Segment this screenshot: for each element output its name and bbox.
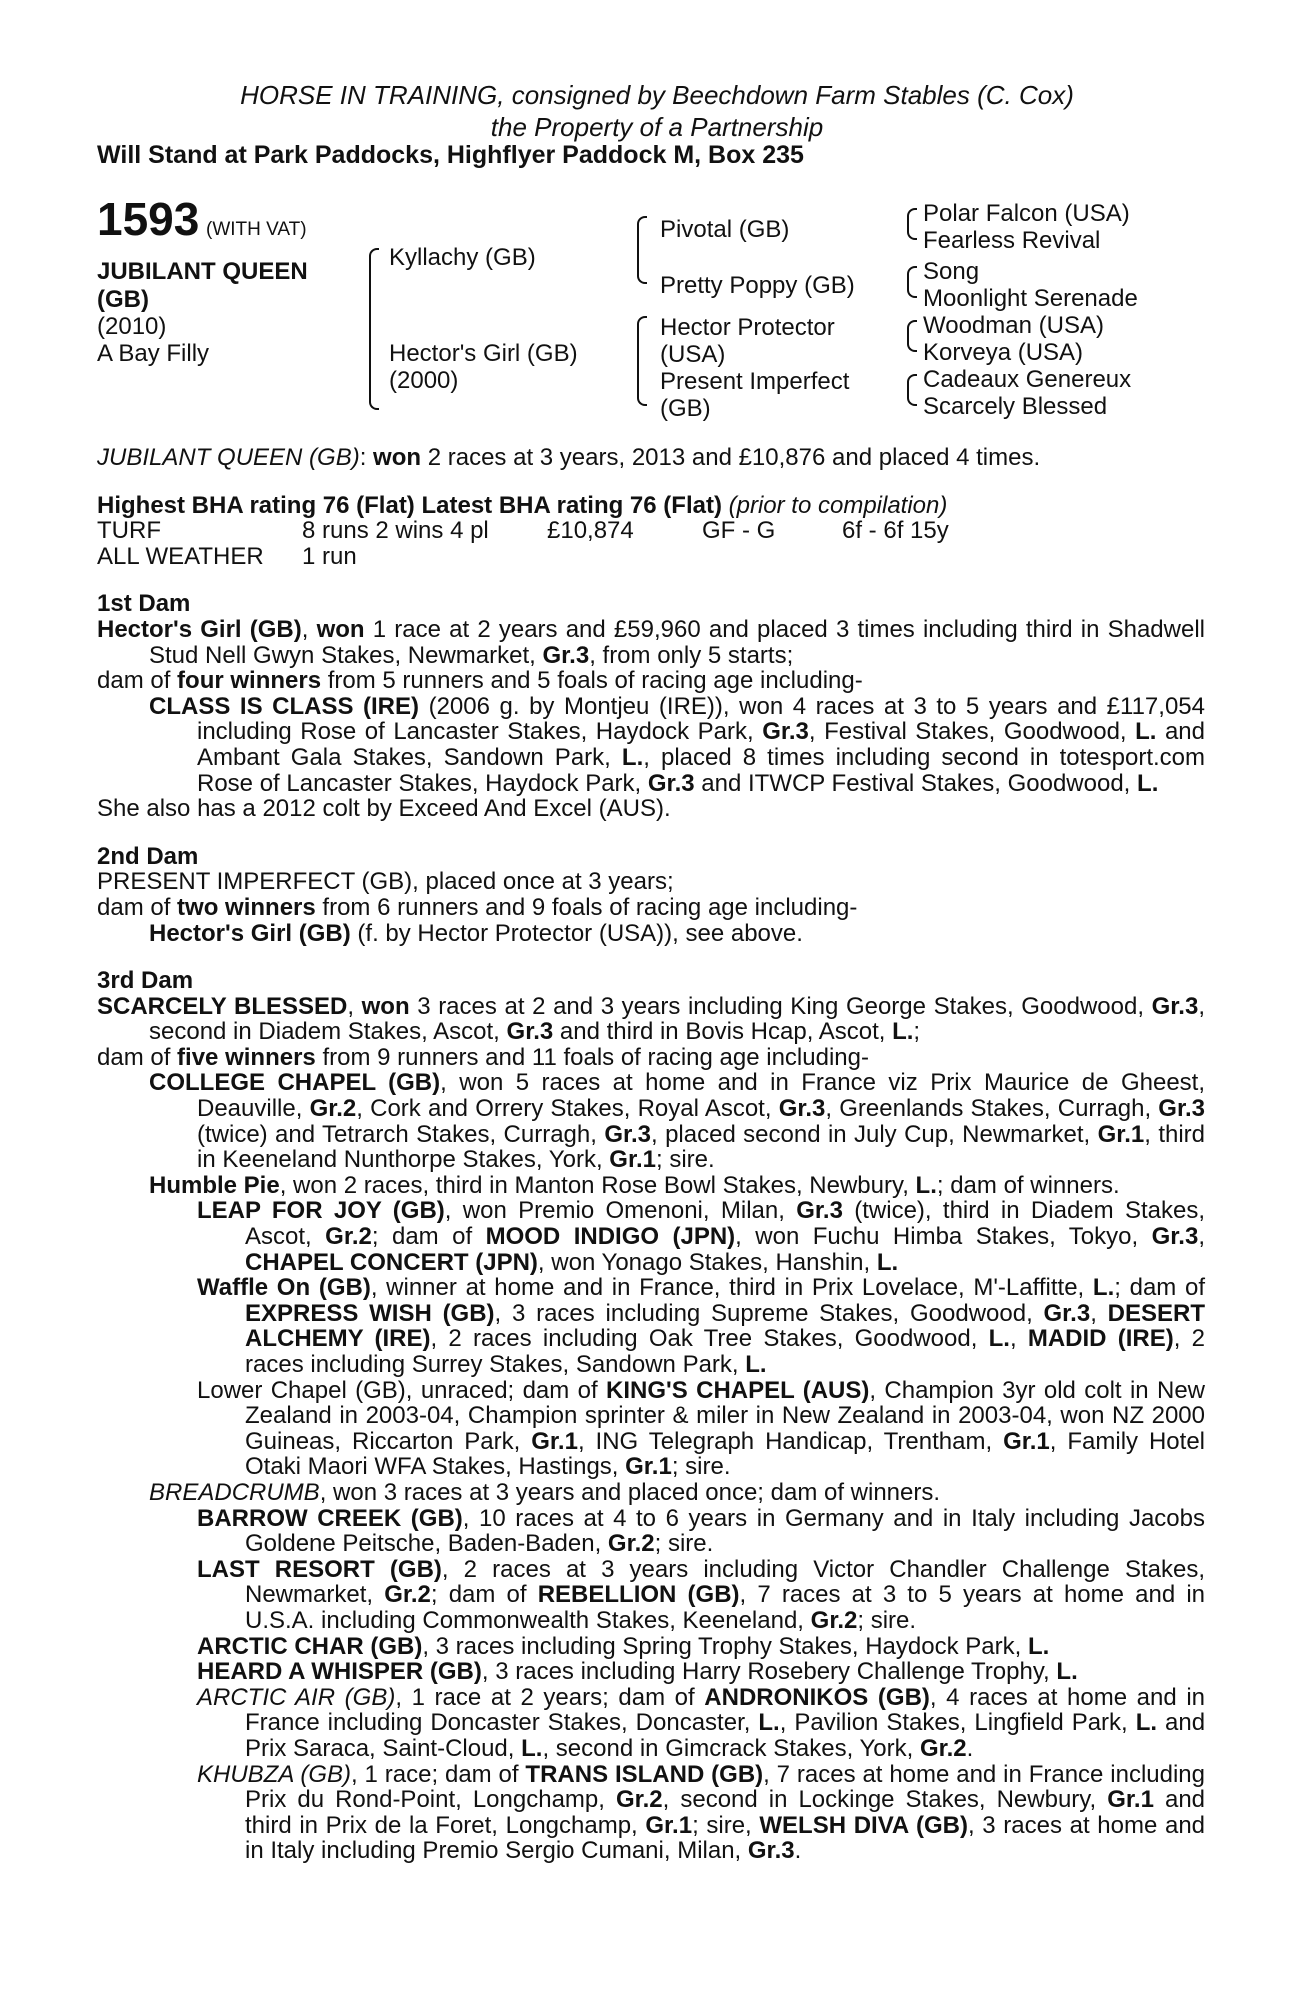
- grade: Gr.1: [625, 1453, 672, 1481]
- offspring-text: ,: [1009, 1325, 1017, 1353]
- grade: Gr.1: [1003, 1427, 1050, 1455]
- offspring-text: , 3 races including Supreme Stakes, Goodwood,: [494, 1299, 1033, 1327]
- ratings-bold: Highest BHA rating 76 (Flat) Latest BHA rating 76 (Flat): [97, 491, 722, 519]
- offspring-text: , won Fuchu Himba Stakes, Tokyo,: [735, 1223, 1139, 1251]
- horse-name: JUBILANT QUEEN: [97, 258, 308, 285]
- turf-runs: 8 runs 2 wins 4 pl: [302, 517, 489, 545]
- offspring-text: ; dam of: [371, 1223, 473, 1251]
- turf-going: GF - G: [702, 517, 776, 545]
- ratings-note: (prior to compilation): [728, 491, 948, 519]
- offspring-text: and ITWCP Festival Stakes, Goodwood,: [701, 769, 1131, 797]
- aw-runs: 1 run: [302, 542, 357, 570]
- offspring-text: .: [966, 1734, 974, 1762]
- third-dam-text: ;: [913, 1018, 921, 1046]
- turf-distance: 6f - 6f 15y: [842, 517, 949, 545]
- dam-line1: Hector's Girl (GB): [389, 340, 578, 367]
- grade: L.: [1135, 718, 1157, 746]
- third-dam-won: won: [361, 992, 410, 1020]
- offspring-text: , won 3 races at 3 years and placed once; dam of winners.: [319, 1478, 941, 1506]
- offspring-breadcrumb: [97, 1480, 1205, 1506]
- offspring-text: Lower Chapel (GB), unraced; dam of: [197, 1376, 598, 1404]
- offspring-text: ; sire,: [692, 1811, 752, 1839]
- first-dam-won: won: [316, 615, 365, 643]
- offspring-text: , 2 races at 3 years including Victor Chandler Challenge Stakes, Newmarket,: [245, 1555, 1205, 1609]
- offspring-text: , Cork and Orrery Stakes, Royal Ascot,: [356, 1095, 772, 1123]
- offspring-name: CHAPEL CONCERT (JPN): [245, 1248, 538, 1276]
- summary-text: 2 races at 3 years, 2013 and £10,876 and placed 4 times.: [427, 444, 1041, 471]
- ds-dam: Korveya (USA): [923, 339, 1084, 366]
- brace-g3-4b: [907, 388, 917, 406]
- offspring-text: , second in Gimcrack Stakes, York,: [542, 1734, 914, 1762]
- offspring-text: , 2 races including Oak Tree Stakes, Goodwood,: [430, 1325, 978, 1353]
- aw-label: ALL WEATHER: [97, 542, 264, 570]
- brace-dam: [369, 323, 379, 410]
- ss-dam: Fearless Revival: [923, 227, 1101, 254]
- offspring-name: COLLEGE CHAPEL (GB): [149, 1069, 441, 1097]
- grade: Gr.2: [384, 1581, 431, 1609]
- third-dam-produce: [97, 1045, 1205, 1071]
- offspring-name: Hector's Girl (GB): [149, 919, 351, 947]
- offspring-leap-for-joy: [97, 1198, 1205, 1275]
- grade: Gr.1: [609, 1146, 656, 1174]
- offspring-khubza: [97, 1762, 1205, 1864]
- ss-sire: Polar Falcon (USA): [923, 200, 1130, 227]
- offspring-text: , Champion 3yr old colt in New Zealand in 2003-04, Champion sprinter & miler in New Zealand in 2003-04, won NZ 2000 Guineas, Riccarton Park,: [245, 1376, 1206, 1455]
- offspring-text: ; sire.: [654, 1530, 714, 1558]
- offspring-arctic-char: [97, 1634, 1205, 1660]
- offspring-text: , 1 race; dam of: [351, 1760, 519, 1788]
- offspring-name: MADID (IRE): [1027, 1325, 1174, 1353]
- offspring-heard-a-whisper: [97, 1659, 1205, 1685]
- offspring-text: , won 5 races at home and in France viz Prix Maurice de Gheest, Deauville,: [197, 1069, 1205, 1123]
- offspring-text: (f. by Hector Protector (USA)), see above.: [357, 919, 803, 947]
- offspring-text: ; dam of: [1114, 1274, 1206, 1302]
- grade: L.: [892, 1018, 914, 1046]
- grade: Gr.3: [1151, 1223, 1199, 1251]
- winners-count: five winners: [177, 1043, 316, 1071]
- first-dam-entry: Hector's Girl (GB), won 1 race at 2 years and £59,960 and placed 3 times including third in Shadwell Stud Nell Gwyn Stakes, Newmarket, Gr.3, from only 5 starts;: [97, 615, 1205, 669]
- grade: L.: [1135, 1709, 1158, 1737]
- offspring-name: LEAP FOR JOY (GB): [197, 1197, 445, 1225]
- horse-year: (2010): [97, 313, 167, 340]
- offspring-name: Humble Pie: [149, 1171, 280, 1199]
- dam-line2: (2000): [389, 367, 459, 394]
- dd-sire: Cadeaux Genereux: [923, 366, 1132, 393]
- offspring-text: ; dam of winners.: [936, 1171, 1120, 1199]
- offspring-text: , 10 races at 4 to 6 years in Germany and in Italy including Jacobs Goldene Peitsche, Baden-Baden,: [245, 1504, 1205, 1558]
- ratings-line: [97, 493, 1205, 519]
- offspring-text: , 3 races at home and in Italy including Premio Sergio Cumani, Milan,: [245, 1811, 1206, 1865]
- grade: L.: [1056, 1658, 1078, 1686]
- brace-sd: [637, 246, 647, 284]
- offspring-text: , 4 races at home and in France including Doncaster Stakes, Doncaster,: [245, 1683, 1205, 1737]
- grade: Gr.3: [506, 1018, 554, 1046]
- offspring-last-resort: [97, 1557, 1205, 1634]
- offspring-text: and third in Prix de la Foret, Longchamp,: [245, 1786, 1206, 1839]
- sire-sire: Pivotal (GB): [660, 216, 790, 243]
- second-dam-produce: [97, 895, 1205, 921]
- dam-of: dam of: [97, 1043, 171, 1071]
- grade: Gr.3: [747, 1837, 795, 1865]
- offspring-text: , 2 races including Surrey Stakes, Sandown Park,: [245, 1325, 1205, 1378]
- grade: Gr.2: [325, 1223, 372, 1251]
- grade: Gr.1: [645, 1811, 693, 1839]
- offspring-waffle-on: [97, 1275, 1205, 1377]
- grade: L.: [758, 1709, 780, 1737]
- grade: L.: [745, 1351, 767, 1378]
- grade: L.: [1027, 1632, 1050, 1660]
- grade: Gr.3: [1043, 1299, 1091, 1327]
- offspring-text: .: [794, 1837, 802, 1865]
- grade: L.: [621, 743, 644, 771]
- lot-number: 1593: [97, 193, 200, 245]
- offspring-name: MOOD INDIGO (JPN): [485, 1223, 736, 1251]
- offspring-text: ; sire.: [656, 1146, 715, 1174]
- offspring-text: ,: [1198, 1223, 1205, 1251]
- offspring-humble-pie: [97, 1173, 1205, 1199]
- turf-row: [97, 518, 1205, 544]
- aw-row: [97, 544, 1205, 570]
- brace-g3-2b: [907, 280, 917, 298]
- grade: L.: [876, 1248, 899, 1276]
- third-dam-text: 3 races at 2 and 3 years including King George Stakes, Goodwood,: [417, 992, 1145, 1020]
- offspring-text: ; sire.: [671, 1453, 731, 1481]
- offspring-text: ,: [1090, 1299, 1097, 1327]
- offspring-name: BREADCRUMB: [149, 1478, 320, 1506]
- first-dam-name: Hector's Girl (GB): [97, 615, 302, 643]
- offspring-text: (twice), third in Diadem Stakes, Ascot,: [245, 1197, 1205, 1251]
- offspring-text: , Greenlands Stakes, Curragh,: [825, 1095, 1152, 1123]
- offspring-text: (2006 g. by Montjeu (IRE)), won 4 races at 3 to 5 years and £117,054 including Rose of Lancaster Stakes, Haydock Park,: [197, 692, 1205, 746]
- grade: Gr.1: [531, 1427, 578, 1455]
- horse-sex: A Bay Filly: [97, 340, 210, 367]
- offspring-arctic-air: [97, 1685, 1205, 1762]
- third-dam-entry: SCARCELY BLESSED, won 3 races at 2 and 3 years including King George Stakes, Goodwood, Gr.3, second in Diadem Stakes, Ascot, Gr.3 and third in Bovis Hcap, Ascot, L.;: [97, 992, 1205, 1046]
- offspring-text: , 3 races including Spring Trophy Stakes, Haydock Park,: [422, 1632, 1022, 1660]
- offspring-name: EXPRESS WISH (GB): [245, 1299, 495, 1327]
- offspring-text: , Festival Stakes, Goodwood,: [808, 718, 1127, 746]
- offspring-text: ; dam of: [430, 1581, 527, 1609]
- second-dam-heading: 2nd Dam: [97, 842, 199, 870]
- grade: Gr.2: [919, 1734, 967, 1762]
- grade: Gr.3: [796, 1197, 843, 1225]
- offspring-name: ANDRONIKOS (GB): [704, 1683, 930, 1711]
- second-dam-entry: PRESENT IMPERFECT (GB), placed once at 3 years;: [97, 868, 674, 896]
- offspring-text: , 7 races at 3 to 5 years at home and in U.S.A. including Commonwealth Stakes, Keeneland,: [245, 1581, 1205, 1634]
- sire-dam: Pretty Poppy (GB): [660, 272, 855, 299]
- summary-won: won: [373, 444, 422, 471]
- offspring-name: KHUBZA (GB): [197, 1760, 351, 1788]
- dam-dam-line2: (GB): [660, 395, 711, 422]
- winners-count: four winners: [177, 667, 322, 695]
- offspring-name: Waffle On (GB): [197, 1274, 371, 1302]
- grade: Gr.3: [647, 769, 695, 797]
- offspring-name: ARCTIC CHAR (GB): [197, 1632, 423, 1660]
- dam-sire-line1: Hector Protector: [660, 314, 835, 341]
- first-dam-produce: [97, 668, 1205, 694]
- race-summary: JUBILANT QUEEN (GB): won 2 races at 3 years, 2013 and £10,876 and placed 4 times.: [97, 444, 1041, 471]
- offspring-text: , ING Telegraph Handicap, Trentham,: [577, 1427, 993, 1455]
- grade: Gr.3: [604, 1120, 652, 1148]
- grade: Gr.3: [542, 641, 590, 669]
- offspring-text: , placed 8 times including second in totesport.com Rose of Lancaster Stakes, Haydock Park,: [197, 743, 1206, 797]
- third-dam-text: , second in Diadem Stakes, Ascot,: [149, 992, 1205, 1046]
- grade: L.: [988, 1325, 1010, 1353]
- property-line: the Property of a Partnership: [490, 112, 824, 142]
- offspring-name: HEARD A WHISPER (GB): [197, 1658, 482, 1686]
- offspring-text: and Prix Saraca, Saint-Cloud,: [245, 1709, 1206, 1762]
- grade: Gr.2: [607, 1530, 655, 1558]
- offspring-text: (twice) and Tetrarch Stakes, Curragh,: [197, 1120, 597, 1148]
- catalogue-body: [97, 445, 1205, 1864]
- brace-g3-3b: [907, 334, 917, 352]
- brace-ss: [637, 216, 647, 248]
- grade: Gr.3: [778, 1095, 826, 1123]
- grade: L.: [915, 1171, 937, 1199]
- grade: Gr.3: [762, 718, 809, 746]
- offspring-lower-chapel: [97, 1378, 1205, 1480]
- offspring-name: ARCTIC AIR (GB): [197, 1683, 396, 1711]
- offspring-text: , second in Lockinge Stakes, Newbury,: [662, 1786, 1097, 1814]
- sire: Kyllachy (GB): [389, 244, 536, 271]
- offspring-text: , winner at home and in France, third in Prix Lovelace, M'-Laffitte,: [370, 1274, 1085, 1302]
- brace-ds: [637, 316, 647, 360]
- offspring-barrow-creek: [97, 1506, 1205, 1557]
- runners-text: from 9 runners and 11 foals of racing age including-: [322, 1043, 869, 1071]
- offspring-text: , Family Hotel Otaki Maori WFA Stakes, Hastings,: [245, 1427, 1205, 1481]
- dam-dam-line1: Present Imperfect: [660, 368, 850, 395]
- offspring-text: , placed second in July Cup, Newmarket,: [651, 1120, 1091, 1148]
- offspring-college-chapel: [97, 1070, 1205, 1172]
- turf-label: TURF: [97, 517, 161, 545]
- offspring-text: , won Yonago Stakes, Hanshin,: [537, 1248, 871, 1276]
- first-dam-heading: 1st Dam: [97, 590, 191, 618]
- offspring-text: , 3 races including Harry Rosebery Challenge Trophy,: [481, 1658, 1050, 1686]
- offspring-name: KING'S CHAPEL (AUS): [606, 1376, 870, 1404]
- brace-sire: [369, 248, 379, 325]
- grade: Gr.1: [1107, 1786, 1154, 1814]
- runners-text: from 5 runners and 5 foals of racing age including-: [327, 667, 863, 695]
- winners-count: two winners: [177, 893, 316, 921]
- grade: Gr.2: [615, 1786, 663, 1814]
- consignor-line: HORSE IN TRAINING, consigned by Beechdown Farm Stables (C. Cox): [240, 80, 1074, 110]
- offspring-text: ; sire.: [857, 1606, 917, 1634]
- first-dam-text: 1 race at 2 years and £59,960 and placed 3 times including third in Shadwell Stud Nell Gwyn Stakes, Newmarket,: [149, 615, 1205, 669]
- third-dam-name: SCARCELY BLESSED: [97, 992, 348, 1020]
- first-dam-end: , from only 5 starts;: [589, 641, 794, 669]
- dam-sire-line2: (USA): [660, 341, 726, 368]
- ds-sire: Woodman (USA): [923, 312, 1104, 339]
- grade: Gr.3: [1158, 1095, 1205, 1123]
- offspring-name: CLASS IS CLASS (IRE): [149, 692, 420, 720]
- offspring-name: LAST RESORT (GB): [197, 1555, 442, 1583]
- offspring-text: , third in Keeneland Nunthorpe Stakes, York,: [197, 1120, 1206, 1174]
- dd-dam: Scarcely Blessed: [923, 393, 1108, 420]
- offspring-class-is-class: [97, 694, 1205, 796]
- offspring-name: BARROW CREEK (GB): [197, 1504, 463, 1532]
- location-line: Will Stand at Park Paddocks, Highflyer Paddock M, Box 235: [97, 141, 804, 169]
- sd-sire: Song: [923, 258, 980, 285]
- horse-country: (GB): [97, 286, 149, 313]
- offspring-text: , 7 races at home and in France including Prix du Rond-Point, Longchamp,: [245, 1760, 1205, 1814]
- offspring-text: , won 2 races, third in Manton Rose Bowl Stakes, Newbury,: [279, 1171, 909, 1199]
- vat-note: (WITH VAT): [206, 219, 307, 240]
- third-dam-heading: 3rd Dam: [97, 967, 194, 995]
- also-has: She also has a 2012 colt by Exceed And Excel (AUS).: [97, 795, 671, 823]
- offspring-text: and Ambant Gala Stakes, Sandown Park,: [197, 718, 1205, 771]
- offspring-name: DESERT ALCHEMY (IRE): [245, 1299, 1205, 1353]
- turf-money: £10,874: [547, 517, 634, 545]
- lot-line: [97, 193, 307, 245]
- grade: Gr.1: [1097, 1120, 1145, 1148]
- runners-text: from 6 runners and 9 foals of racing age including-: [322, 893, 858, 921]
- sd-dam: Moonlight Serenade: [923, 285, 1138, 312]
- offspring-hectors-girl: [97, 921, 1205, 947]
- offspring-text: , 1 race at 2 years; dam of: [395, 1683, 695, 1711]
- offspring-name: WELSH DIVA (GB): [759, 1811, 968, 1839]
- grade: Gr.3: [1151, 992, 1199, 1020]
- offspring-text: , won Premio Omenoni, Milan,: [444, 1197, 785, 1225]
- brace-g3-1b: [907, 222, 917, 240]
- offspring-name: REBELLION (GB): [537, 1581, 740, 1609]
- dam-of: dam of: [97, 893, 171, 921]
- dam-of: dam of: [97, 667, 171, 695]
- grade: Gr.2: [810, 1606, 858, 1634]
- offspring-name: TRANS ISLAND (GB): [525, 1760, 764, 1788]
- offspring-text: , Pavilion Stakes, Lingfield Park,: [779, 1709, 1128, 1737]
- grade: Gr.2: [309, 1095, 357, 1123]
- brace-dd: [637, 358, 647, 406]
- grade: L.: [521, 1734, 543, 1762]
- summary-horse-name: JUBILANT QUEEN (GB): [97, 444, 360, 471]
- pedigree-table: [97, 193, 1217, 435]
- grade: L.: [1137, 769, 1159, 797]
- third-dam-text: and third in Bovis Hcap, Ascot,: [559, 1018, 886, 1046]
- grade: L.: [1092, 1274, 1115, 1302]
